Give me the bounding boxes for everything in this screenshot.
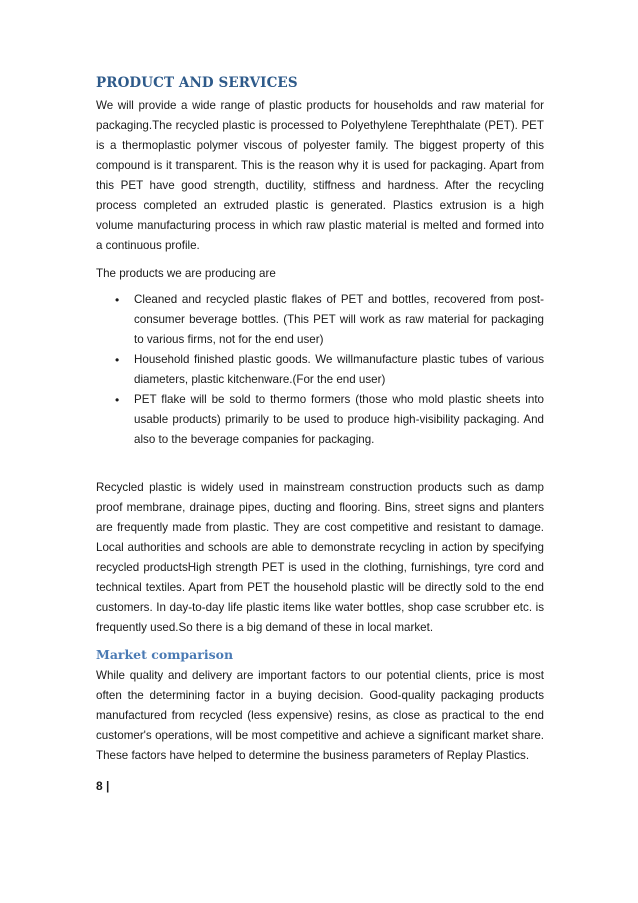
recycled-uses-paragraph: Recycled plastic is widely used in mainstream construction products such as damp proof membrane, drainage pipes, ducting and flooring. Bins, street signs and planters are frequently made from plastic. They are cost competitive and resistant to damage. Local authorities and schools are able to demonstrate recycling in action by specifying recycled productsHigh strength PET is used in the clothing, furnishings, tyre cord and technical textiles. Apart from PET the household plastic will be directly sold to the end customers. In day-to-day life plastic items like water bottles, shop case scrubber etc. is frequently used.So there is a big demand of these in local market. [96,481,544,634]
section-heading-market-comparison: Market comparison [96,647,234,662]
list-item [96,290,544,350]
bullet-icon: • [115,293,120,307]
intro-paragraph: We will provide a wide range of plastic products for households and raw material for packaging.The recycled plastic is processed to Polyethylene Terephthalate (PET). PET is a thermoplastic polymer viscous of polyester family. The biggest property of this compound is it transparent. This is the reason why it is used for packaging. Apart from this PET have good strength, ductility, stiffness and hardness. After the recycling process completed an extruded plastic is generated. Plastics extrusion is a high volume manufacturing process in which raw plastic material is melted and formed into a continuous profile. [96,99,544,252]
bullet-icon: • [115,353,120,367]
list-item-text: PET flake will be sold to thermo formers (those who mold plastic sheets into usable products) primarily to be used to produce high-visibility packaging. And also to the beverage companies for packaging. [134,393,544,446]
list-item [96,390,544,450]
products-lead-text: The products we are producing are [96,267,276,280]
list-item-text: Household finished plastic goods. We willmanufacture plastic tubes of various diameters, plastic kitchenware.(For the end user) [134,353,544,386]
bullet-icon: • [115,393,120,407]
market-comparison-paragraph: While quality and delivery are important factors to our potential clients, price is most often the determining factor in a buying decision. Good-quality packaging products manufactured from recycled (less expensive) resins, as close as practical to the end customer's operations, will be most competitive and achieve a significant market share. These factors have helped to determine the business parameters of Replay Plastics. [96,669,544,762]
products-list [96,290,544,450]
section-heading-products: PRODUCT AND SERVICES [96,75,298,91]
list-item [96,350,544,390]
page-number: 8 | [96,779,110,793]
document-page [96,74,544,766]
list-item-text: Cleaned and recycled plastic flakes of PET and bottles, recovered from post-consumer beverage bottles. (This PET will work as raw material for packaging to various firms, not for the end user) [134,293,544,346]
